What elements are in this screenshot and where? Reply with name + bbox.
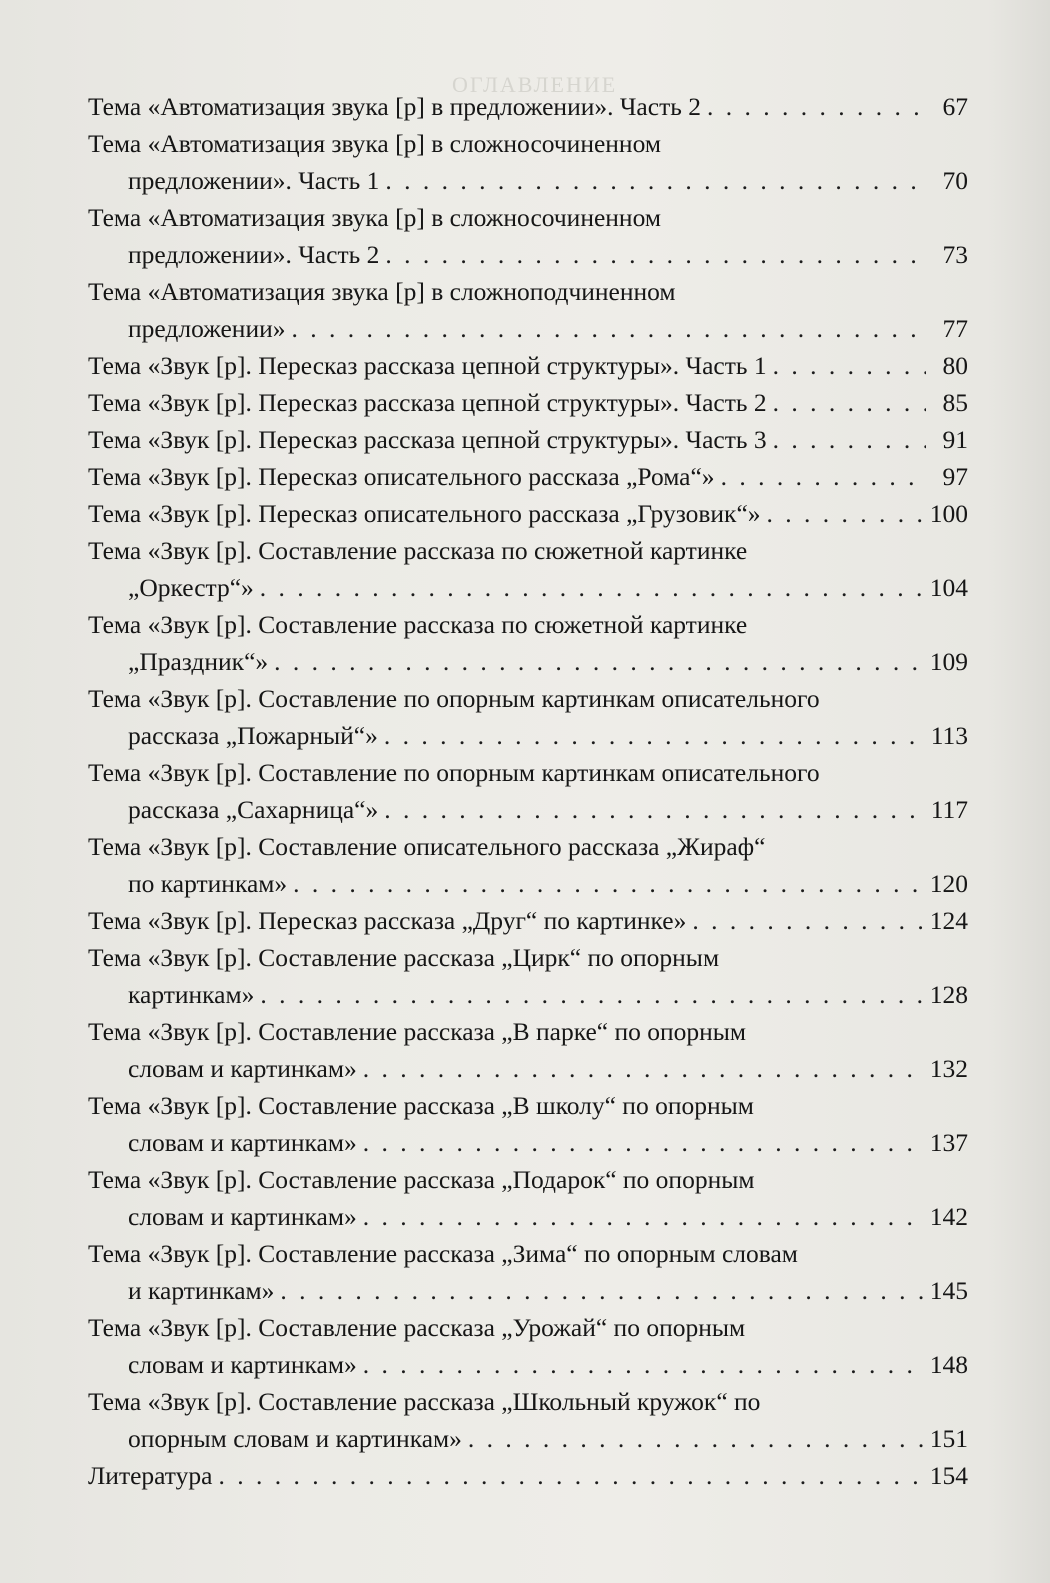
toc-entry-title: Тема «Звук [р]. Пересказ рассказа цепной структуры». Часть 2 [88,388,767,417]
toc-entry-title: Тема «Звук [р]. Составление по опорным картинкам описательного [88,758,820,787]
page-number: 67 [942,92,968,121]
toc-entry [88,421,968,458]
toc-entry-title-continuation: предложении». Часть 2 [128,240,380,269]
toc-entry-title-continuation: по картинкам» [128,869,288,898]
toc-entry [88,532,968,606]
page-number: 128 [929,980,968,1009]
page-number: 137 [929,1128,968,1157]
toc-entry-title-continuation: и картинкам» [128,1276,275,1305]
toc-entry-title: Тема «Звук [р]. Составление рассказа „Школьный кружок“ по [88,1387,761,1416]
page-number: 117 [930,795,968,824]
page-number: 97 [942,462,968,491]
page-number: 104 [929,573,968,602]
page-number: 145 [929,1276,968,1305]
toc-entry-line [88,1346,968,1383]
toc-entry [88,1309,968,1383]
toc-entry [88,828,968,902]
toc-entry-title-continuation: „Оркестр“» [128,573,254,602]
toc-entry [88,1087,968,1161]
toc-entry-line [88,421,968,458]
toc-entry-line [88,569,968,606]
toc-entry-title-continuation: рассказа „Пожарный“» [128,721,378,750]
toc-entry-title: Литература [88,1461,213,1490]
toc-entry [88,902,968,939]
page-number: 77 [942,314,968,343]
dot-leader [384,717,925,754]
dot-leader [260,976,923,1013]
page-number: 85 [942,388,968,417]
page-number: 154 [929,1461,968,1490]
toc-entry-line [88,1457,968,1494]
toc-entry-title: Тема «Звук [р]. Пересказ описательного рассказа „Рома“» [88,462,715,491]
toc-entry [88,680,968,754]
toc-entry [88,1013,968,1087]
toc-entry-line [88,865,968,902]
toc-entry-title-continuation: рассказа „Сахарница“» [128,795,379,824]
page-number: 109 [929,647,968,676]
toc-entry-line [88,1198,968,1235]
toc-entry [88,199,968,273]
toc-entry-title-continuation: опорным словам и картинкам» [128,1424,462,1453]
page-number: 70 [942,166,968,195]
show-through-heading: ОГЛАВЛЕНИЕ [452,72,618,97]
toc-entry-title: Тема «Звук [р]. Составление рассказа по сюжетной картинке [88,536,748,565]
dot-leader [707,88,926,125]
toc-entry-line [88,791,968,828]
toc-entry-line [88,1420,968,1457]
page-number: 120 [929,869,968,898]
toc-entry-title-continuation: словам и картинкам» [128,1054,357,1083]
dot-leader [218,1457,923,1494]
toc-entry-title: Тема «Звук [р]. Пересказ рассказа „Друг“ по картинке» [88,906,687,935]
toc-entry-line [88,458,968,495]
toc-entry-line [88,162,968,199]
toc-entry-line [88,976,968,1013]
page-number: 91 [942,425,968,454]
toc-entry [88,1457,968,1494]
toc-entry-line [88,643,968,680]
page-number: 132 [929,1054,968,1083]
toc-entry-title-continuation: „Праздник“» [128,647,269,676]
dot-leader [773,421,926,458]
toc-entry-line [88,1272,968,1309]
dot-leader [291,310,926,347]
toc-entry-title-continuation: словам и картинкам» [128,1350,357,1379]
dot-leader [363,1124,924,1161]
page-number: 124 [929,906,968,935]
dot-leader [692,902,923,939]
dot-leader [293,865,924,902]
toc-entry [88,754,968,828]
toc-entry-line [88,384,968,421]
toc-entry-title: Тема «Звук [р]. Составление рассказа „Подарок“ по опорным [88,1165,755,1194]
toc-entry-title-continuation: картинкам» [128,980,255,1009]
toc-entry-title: Тема «Звук [р]. Составление рассказа „В школу“ по опорным [88,1091,754,1120]
toc-entry-title: Тема «Автоматизация звука [р] в предложении». Часть 2 [88,92,701,121]
toc-entry [88,273,968,347]
toc-entry [88,384,968,421]
toc-entry-line [88,1050,968,1087]
toc-entry-title-continuation: предложении» [128,314,286,343]
toc-entry [88,1235,968,1309]
toc-entry [88,495,968,532]
table-of-contents [88,88,968,1494]
toc-entry-line [88,88,968,125]
dot-leader [260,569,924,606]
toc-entry [88,125,968,199]
toc-entry-title: Тема «Звук [р]. Пересказ описательного рассказа „Грузовик“» [88,499,761,528]
toc-entry-line [88,236,968,273]
toc-entry-title: Тема «Звук [р]. Составление рассказа „Урожай“ по опорным [88,1313,746,1342]
dot-leader [468,1420,924,1457]
toc-entry [88,1161,968,1235]
toc-entry-title-continuation: предложении». Часть 1 [128,166,380,195]
toc-entry-title-continuation: словам и картинкам» [128,1202,357,1231]
dot-leader [280,1272,923,1309]
toc-entry-title: Тема «Звук [р]. Составление рассказа по сюжетной картинке [88,610,748,639]
toc-entry-title: Тема «Автоматизация звука [р] в сложноподчиненном [88,277,676,306]
toc-entry-title-continuation: словам и картинкам» [128,1128,357,1157]
page-number: 148 [929,1350,968,1379]
toc-entry-line [88,902,968,939]
toc-entry-line [88,347,968,384]
toc-entry-line [88,495,968,532]
toc-entry-title: Тема «Звук [р]. Пересказ рассказа цепной структуры». Часть 3 [88,425,767,454]
dot-leader [384,791,924,828]
dot-leader [274,643,924,680]
toc-entry-title: Тема «Звук [р]. Составление рассказа „В парке“ по опорным [88,1017,747,1046]
page-number: 151 [929,1424,968,1453]
toc-entry [88,939,968,1013]
toc-entry [88,606,968,680]
toc-entry [88,88,968,125]
dot-leader [767,495,924,532]
toc-entry-title: Тема «Звук [р]. Составление рассказа „Зима“ по опорным словам [88,1239,798,1268]
dot-leader [363,1198,924,1235]
toc-entry-line [88,717,968,754]
page-number: 80 [942,351,968,380]
toc-entry-title: Тема «Звук [р]. Пересказ рассказа цепной структуры». Часть 1 [88,351,767,380]
toc-entry-title: Тема «Автоматизация звука [р] в сложносочиненном [88,203,661,232]
dot-leader [385,162,926,199]
page-number: 73 [942,240,968,269]
toc-entry-line [88,310,968,347]
toc-entry-title: Тема «Звук [р]. Составление рассказа „Цирк“ по опорным [88,943,720,972]
toc-entry [88,347,968,384]
dot-leader [721,458,926,495]
dot-leader [363,1050,924,1087]
page-number: 142 [929,1202,968,1231]
toc-entry-title: Тема «Звук [р]. Составление по опорным картинкам описательного [88,684,820,713]
dot-leader [773,347,926,384]
toc-entry-title: Тема «Автоматизация звука [р] в сложносочиненном [88,129,661,158]
dot-leader [385,236,926,273]
page-number: 100 [929,499,968,528]
dot-leader [773,384,926,421]
toc-entry [88,458,968,495]
toc-entry [88,1383,968,1457]
page-number: 113 [930,721,968,750]
toc-entry-title: Тема «Звук [р]. Составление описательного рассказа „Жираф“ [88,832,766,861]
toc-entry-line [88,1124,968,1161]
dot-leader [363,1346,924,1383]
